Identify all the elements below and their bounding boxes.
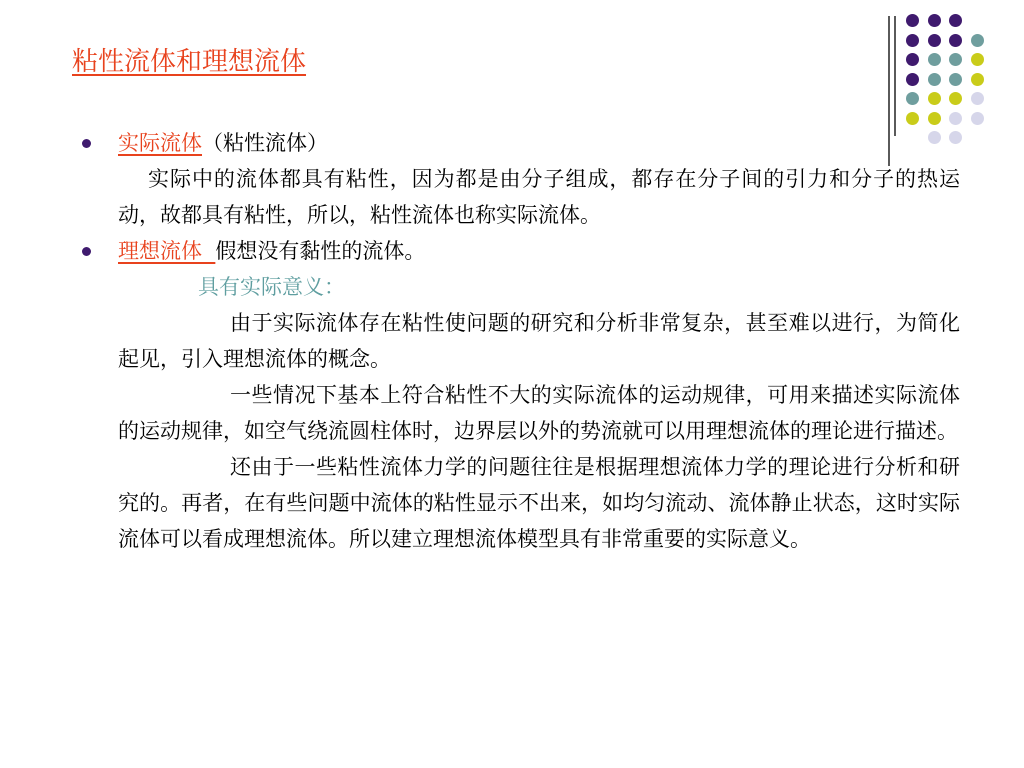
- decorative-dot: [906, 112, 919, 125]
- decorative-dot: [928, 73, 941, 86]
- decorative-dot: [906, 53, 919, 66]
- decorative-dot: [971, 73, 984, 86]
- decorative-dot: [949, 92, 962, 105]
- decorative-dot: [949, 53, 962, 66]
- decorative-dot: [928, 34, 941, 47]
- decorative-dot: [949, 73, 962, 86]
- decorative-dot: [928, 14, 941, 27]
- decorative-dot: [928, 53, 941, 66]
- term-real-fluid: 实际流体: [118, 131, 202, 155]
- decorative-dot: [949, 34, 962, 47]
- slide-title: 粘性流体和理想流体: [72, 47, 307, 77]
- decorative-dot: [906, 14, 919, 27]
- decorative-dot: [971, 53, 984, 66]
- paragraph: 由于实际流体存在粘性使问题的研究和分析非常复杂，甚至难以进行，为简化起见，引入理想流体的概念。: [118, 311, 960, 371]
- decorative-dot: [906, 73, 919, 86]
- slide-content: [80, 125, 960, 557]
- decorative-dot: [906, 34, 919, 47]
- bullet-item-ideal-fluid: [80, 233, 960, 557]
- item-heading: [118, 125, 960, 161]
- item-heading: [118, 233, 960, 269]
- decorative-dot: [949, 112, 962, 125]
- decorative-dot: [928, 112, 941, 125]
- decorative-dot: [949, 14, 962, 27]
- term-ideal-fluid: 理想流体: [118, 239, 202, 263]
- sub-heading: 具有实际意义：: [198, 275, 345, 299]
- paragraph: 还由于一些粘性流体力学的问题往往是根据理想流体力学的理论进行分析和研究的。再者，在有些问题中流体的粘性显示不出来，如均匀流动、流体静止状态，这时实际流体可以看成理想流体。所以建立理想流体模型具有非常重要的实际意义。: [118, 455, 960, 551]
- bullet-dot: [82, 139, 91, 148]
- decorative-dot: [906, 92, 919, 105]
- decorative-dot: [971, 112, 984, 125]
- decorative-dot: [971, 34, 984, 47]
- ideal-fluid-desc: 假想没有黏性的流体。: [215, 239, 426, 263]
- bullet-item-real-fluid: [80, 125, 960, 233]
- bullet-dot: [82, 247, 91, 256]
- item-body: 实际中的流体都具有粘性，因为都是由分子组成，都存在分子间的引力和分子的热运动，故都具有粘性，所以，粘性流体也称实际流体。: [118, 167, 960, 227]
- paragraph: 一些情况下基本上符合粘性不大的实际流体的运动规律，可用来描述实际流体的运动规律，如空气绕流圆柱体时，边界层以外的势流就可以用理想流体的理论进行描述。: [118, 383, 960, 443]
- term-paren: （粘性流体）: [202, 131, 328, 155]
- decorative-dot: [971, 92, 984, 105]
- decorative-dot: [928, 92, 941, 105]
